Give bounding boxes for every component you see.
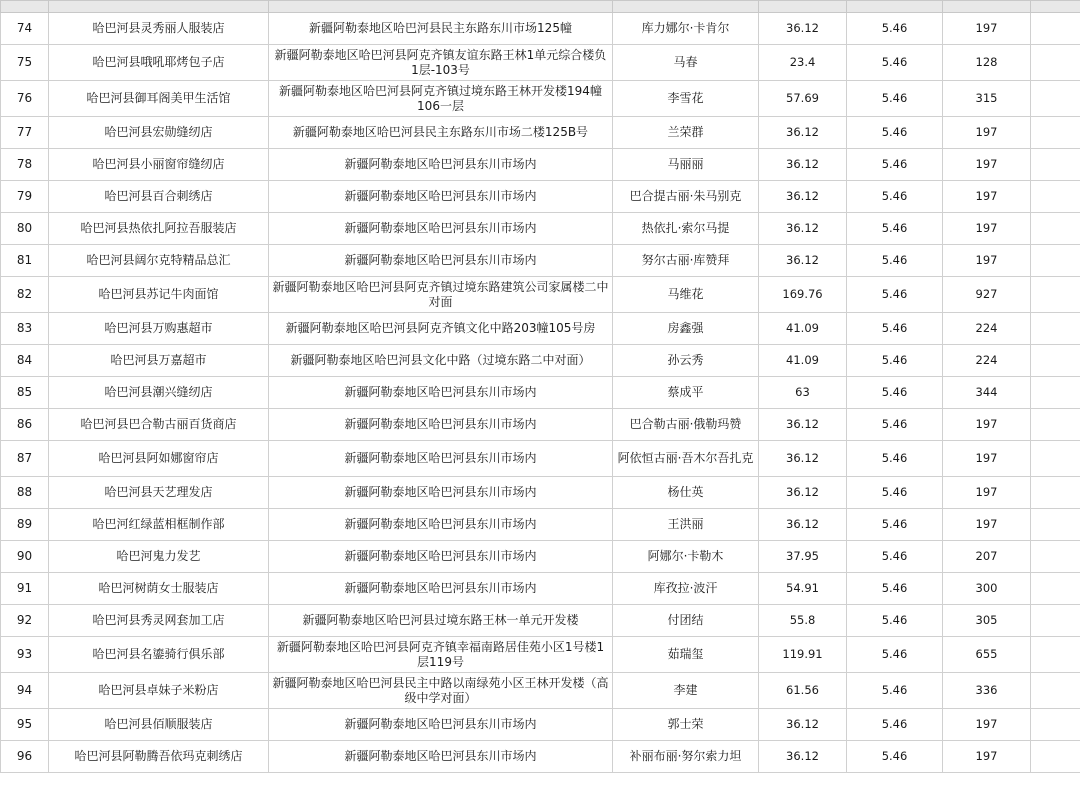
cell-empty[interactable] <box>1031 605 1080 637</box>
cell-rate[interactable]: 5.46 <box>847 377 943 409</box>
cell-area[interactable]: 41.09 <box>759 313 847 345</box>
cell-empty[interactable] <box>1031 181 1080 213</box>
cell-amount[interactable]: 336 <box>943 673 1031 709</box>
cell-address[interactable]: 新疆阿勒泰地区哈巴河县东川市场内 <box>269 709 613 741</box>
table-row <box>1 441 1080 477</box>
cell-address[interactable]: 新疆阿勒泰地区哈巴河县东川市场内 <box>269 181 613 213</box>
table-row <box>1 117 1080 149</box>
cell-person[interactable]: 热依扎·索尔马提 <box>613 213 759 245</box>
cell-person[interactable]: 马春 <box>613 45 759 81</box>
cell-store-name[interactable]: 哈巴河县御耳阁美甲生活馆 <box>49 81 269 117</box>
column-header-e[interactable] <box>759 1 847 13</box>
cell-area[interactable]: 36.12 <box>759 117 847 149</box>
cell-store-name[interactable]: 哈巴河县灵秀丽人服装店 <box>49 13 269 45</box>
cell-person[interactable]: 杨仕英 <box>613 477 759 509</box>
cell-index[interactable]: 80 <box>1 213 49 245</box>
column-header-d[interactable] <box>613 1 759 13</box>
column-header-row <box>1 1 1080 13</box>
cell-index[interactable]: 76 <box>1 81 49 117</box>
cell-address[interactable]: 新疆阿勒泰地区哈巴河县东川市场内 <box>269 573 613 605</box>
cell-store-name[interactable]: 哈巴河县万购惠超市 <box>49 313 269 345</box>
table-row <box>1 45 1080 81</box>
cell-amount[interactable]: 197 <box>943 181 1031 213</box>
cell-index[interactable]: 89 <box>1 509 49 541</box>
cell-amount[interactable]: 197 <box>943 149 1031 181</box>
cell-person[interactable]: 巴合提古丽·朱马别克 <box>613 181 759 213</box>
cell-amount[interactable]: 197 <box>943 709 1031 741</box>
table-row <box>1 509 1080 541</box>
cell-rate[interactable]: 5.46 <box>847 605 943 637</box>
cell-empty[interactable] <box>1031 441 1080 477</box>
cell-area[interactable]: 169.76 <box>759 277 847 313</box>
cell-area[interactable]: 36.12 <box>759 509 847 541</box>
cell-person[interactable]: 库力娜尔·卡肯尔 <box>613 13 759 45</box>
cell-area[interactable]: 61.56 <box>759 673 847 709</box>
cell-area[interactable]: 63 <box>759 377 847 409</box>
cell-store-name[interactable]: 哈巴河鬼力发艺 <box>49 541 269 573</box>
cell-address[interactable]: 新疆阿勒泰地区哈巴河县东川市场内 <box>269 541 613 573</box>
cell-person[interactable]: 蔡成平 <box>613 377 759 409</box>
cell-store-name[interactable]: 哈巴河县秀灵网套加工店 <box>49 605 269 637</box>
cell-empty[interactable] <box>1031 313 1080 345</box>
cell-index[interactable]: 79 <box>1 181 49 213</box>
cell-amount[interactable]: 315 <box>943 81 1031 117</box>
cell-index[interactable]: 78 <box>1 149 49 181</box>
table-row <box>1 313 1080 345</box>
cell-store-name[interactable]: 哈巴河县苏记牛肉面馆 <box>49 277 269 313</box>
cell-empty[interactable] <box>1031 477 1080 509</box>
cell-store-name[interactable]: 哈巴河县潮兴缝纫店 <box>49 377 269 409</box>
cell-person[interactable]: 茹瑞玺 <box>613 637 759 673</box>
cell-address[interactable]: 新疆阿勒泰地区哈巴河县民主东路东川市场125幢 <box>269 13 613 45</box>
cell-store-name[interactable]: 哈巴河县热依扎阿拉吾服装店 <box>49 213 269 245</box>
cell-area[interactable]: 119.91 <box>759 637 847 673</box>
cell-rate[interactable]: 5.46 <box>847 81 943 117</box>
cell-area[interactable]: 36.12 <box>759 477 847 509</box>
cell-empty[interactable] <box>1031 673 1080 709</box>
cell-area[interactable]: 36.12 <box>759 181 847 213</box>
cell-index[interactable]: 87 <box>1 441 49 477</box>
cell-empty[interactable] <box>1031 377 1080 409</box>
table-row <box>1 377 1080 409</box>
cell-store-name[interactable]: 哈巴河县宏勋缝纫店 <box>49 117 269 149</box>
cell-address[interactable]: 新疆阿勒泰地区哈巴河县东川市场内 <box>269 477 613 509</box>
cell-person[interactable]: 王洪丽 <box>613 509 759 541</box>
column-header-g[interactable] <box>943 1 1031 13</box>
table-row <box>1 605 1080 637</box>
cell-person[interactable]: 阿娜尔·卡勒木 <box>613 541 759 573</box>
cell-store-name[interactable]: 哈巴河红绿蓝相框制作部 <box>49 509 269 541</box>
cell-empty[interactable] <box>1031 277 1080 313</box>
cell-address[interactable]: 新疆阿勒泰地区哈巴河县文化中路（过境东路二中对面） <box>269 345 613 377</box>
cell-amount[interactable]: 927 <box>943 277 1031 313</box>
table-row <box>1 13 1080 45</box>
cell-store-name[interactable]: 哈巴河县天艺理发店 <box>49 477 269 509</box>
cell-address[interactable]: 新疆阿勒泰地区哈巴河县民主中路以南绿苑小区王林开发楼（高级中学对面） <box>269 673 613 709</box>
cell-index[interactable]: 86 <box>1 409 49 441</box>
table-row <box>1 277 1080 313</box>
cell-amount[interactable]: 197 <box>943 741 1031 773</box>
cell-address[interactable]: 新疆阿勒泰地区哈巴河县东川市场内 <box>269 213 613 245</box>
cell-person[interactable]: 李雪花 <box>613 81 759 117</box>
cell-store-name[interactable]: 哈巴河县巴合勒古丽百货商店 <box>49 409 269 441</box>
column-header-f[interactable] <box>847 1 943 13</box>
cell-person[interactable]: 付团结 <box>613 605 759 637</box>
cell-empty[interactable] <box>1031 117 1080 149</box>
table-row <box>1 741 1080 773</box>
cell-rate[interactable]: 5.46 <box>847 45 943 81</box>
cell-rate[interactable]: 5.46 <box>847 541 943 573</box>
cell-address[interactable]: 新疆阿勒泰地区哈巴河县东川市场内 <box>269 741 613 773</box>
cell-amount[interactable]: 197 <box>943 117 1031 149</box>
cell-index[interactable]: 96 <box>1 741 49 773</box>
cell-area[interactable]: 41.09 <box>759 345 847 377</box>
cell-store-name[interactable]: 哈巴河县阿如娜窗帘店 <box>49 441 269 477</box>
cell-address[interactable]: 新疆阿勒泰地区哈巴河县阿克齐镇过境东路王林开发楼194幢106一层 <box>269 81 613 117</box>
cell-rate[interactable]: 5.46 <box>847 181 943 213</box>
cell-address[interactable]: 新疆阿勒泰地区哈巴河县东川市场内 <box>269 441 613 477</box>
cell-area[interactable]: 36.12 <box>759 409 847 441</box>
table-row <box>1 181 1080 213</box>
cell-person[interactable]: 马维花 <box>613 277 759 313</box>
cell-amount[interactable]: 197 <box>943 245 1031 277</box>
cell-rate[interactable]: 5.46 <box>847 117 943 149</box>
cell-index[interactable]: 95 <box>1 709 49 741</box>
cell-address[interactable]: 新疆阿勒泰地区哈巴河县阿克齐镇幸福南路居佳苑小区1号楼1层119号 <box>269 637 613 673</box>
cell-area[interactable]: 57.69 <box>759 81 847 117</box>
table-row <box>1 149 1080 181</box>
table-body <box>1 1 1080 773</box>
cell-index[interactable]: 91 <box>1 573 49 605</box>
cell-rate[interactable]: 5.46 <box>847 13 943 45</box>
cell-person[interactable]: 补丽布丽·努尔索力坦 <box>613 741 759 773</box>
cell-rate[interactable]: 5.46 <box>847 509 943 541</box>
cell-area[interactable]: 55.8 <box>759 605 847 637</box>
cell-index[interactable]: 85 <box>1 377 49 409</box>
cell-store-name[interactable]: 哈巴河县百合刺绣店 <box>49 181 269 213</box>
cell-index[interactable]: 74 <box>1 13 49 45</box>
cell-rate[interactable]: 5.46 <box>847 409 943 441</box>
cell-rate[interactable]: 5.46 <box>847 477 943 509</box>
table-row <box>1 81 1080 117</box>
cell-index[interactable]: 77 <box>1 117 49 149</box>
cell-amount[interactable]: 344 <box>943 377 1031 409</box>
cell-area[interactable]: 54.91 <box>759 573 847 605</box>
table-row <box>1 637 1080 673</box>
table-row <box>1 477 1080 509</box>
cell-empty[interactable] <box>1031 45 1080 81</box>
table-row <box>1 709 1080 741</box>
cell-area[interactable]: 36.12 <box>759 13 847 45</box>
table-row <box>1 213 1080 245</box>
table-row <box>1 245 1080 277</box>
cell-empty[interactable] <box>1031 741 1080 773</box>
cell-address[interactable]: 新疆阿勒泰地区哈巴河县东川市场内 <box>269 149 613 181</box>
cell-index[interactable]: 93 <box>1 637 49 673</box>
cell-empty[interactable] <box>1031 13 1080 45</box>
table-row <box>1 673 1080 709</box>
cell-area[interactable]: 36.12 <box>759 441 847 477</box>
cell-rate[interactable]: 5.46 <box>847 637 943 673</box>
cell-area[interactable]: 36.12 <box>759 213 847 245</box>
cell-empty[interactable] <box>1031 709 1080 741</box>
cell-person[interactable]: 孙云秀 <box>613 345 759 377</box>
cell-person[interactable]: 库孜拉·波汗 <box>613 573 759 605</box>
cell-rate[interactable]: 5.46 <box>847 441 943 477</box>
cell-empty[interactable] <box>1031 149 1080 181</box>
cell-empty[interactable] <box>1031 245 1080 277</box>
cell-area[interactable]: 36.12 <box>759 149 847 181</box>
cell-empty[interactable] <box>1031 81 1080 117</box>
cell-rate[interactable]: 5.46 <box>847 741 943 773</box>
cell-rate[interactable]: 5.46 <box>847 673 943 709</box>
cell-amount[interactable]: 300 <box>943 573 1031 605</box>
cell-index[interactable]: 94 <box>1 673 49 709</box>
cell-index[interactable]: 83 <box>1 313 49 345</box>
cell-address[interactable]: 新疆阿勒泰地区哈巴河县阿克齐镇文化中路203幢105号房 <box>269 313 613 345</box>
table-row <box>1 541 1080 573</box>
cell-address[interactable]: 新疆阿勒泰地区哈巴河县东川市场内 <box>269 377 613 409</box>
cell-store-name[interactable]: 哈巴河树荫女士服装店 <box>49 573 269 605</box>
cell-empty[interactable] <box>1031 637 1080 673</box>
cell-store-name[interactable]: 哈巴河县名鎏骑行俱乐部 <box>49 637 269 673</box>
cell-store-name[interactable]: 哈巴河县阿勒腾吾依玛克刺绣店 <box>49 741 269 773</box>
cell-address[interactable]: 新疆阿勒泰地区哈巴河县民主东路东川市场二楼125B号 <box>269 117 613 149</box>
cell-amount[interactable]: 197 <box>943 409 1031 441</box>
cell-rate[interactable]: 5.46 <box>847 345 943 377</box>
cell-address[interactable]: 新疆阿勒泰地区哈巴河县东川市场内 <box>269 509 613 541</box>
cell-rate[interactable]: 5.46 <box>847 213 943 245</box>
cell-address[interactable]: 新疆阿勒泰地区哈巴河县东川市场内 <box>269 409 613 441</box>
cell-empty[interactable] <box>1031 541 1080 573</box>
cell-amount[interactable]: 197 <box>943 441 1031 477</box>
cell-address[interactable]: 新疆阿勒泰地区哈巴河县阿克齐镇过境东路建筑公司家属楼二中对面 <box>269 277 613 313</box>
cell-index[interactable]: 82 <box>1 277 49 313</box>
cell-store-name[interactable]: 哈巴河县卓妹子米粉店 <box>49 673 269 709</box>
table-row <box>1 409 1080 441</box>
cell-amount[interactable]: 305 <box>943 605 1031 637</box>
cell-area[interactable]: 36.12 <box>759 741 847 773</box>
cell-address[interactable]: 新疆阿勒泰地区哈巴河县过境东路王林一单元开发楼 <box>269 605 613 637</box>
cell-person[interactable]: 阿依恒古丽·吾木尔吾扎克 <box>613 441 759 477</box>
cell-amount[interactable]: 224 <box>943 313 1031 345</box>
cell-person[interactable]: 郭士荣 <box>613 709 759 741</box>
column-header-h[interactable] <box>1031 1 1080 13</box>
cell-amount[interactable]: 128 <box>943 45 1031 81</box>
cell-rate[interactable]: 5.46 <box>847 149 943 181</box>
cell-person[interactable]: 巴合勒古丽·俄勒玛赞 <box>613 409 759 441</box>
cell-rate[interactable]: 5.46 <box>847 277 943 313</box>
cell-area[interactable]: 36.12 <box>759 709 847 741</box>
cell-area[interactable]: 36.12 <box>759 245 847 277</box>
cell-area[interactable]: 37.95 <box>759 541 847 573</box>
cell-empty[interactable] <box>1031 509 1080 541</box>
cell-rate[interactable]: 5.46 <box>847 313 943 345</box>
column-header-c[interactable] <box>269 1 613 13</box>
cell-address[interactable]: 新疆阿勒泰地区哈巴河县阿克齐镇友谊东路王林1单元综合楼负1层-103号 <box>269 45 613 81</box>
cell-amount[interactable]: 197 <box>943 213 1031 245</box>
cell-rate[interactable]: 5.46 <box>847 245 943 277</box>
column-header-b[interactable] <box>49 1 269 13</box>
cell-store-name[interactable]: 哈巴河县阔尔克特精品总汇 <box>49 245 269 277</box>
table-row <box>1 345 1080 377</box>
cell-empty[interactable] <box>1031 213 1080 245</box>
cell-rate[interactable]: 5.46 <box>847 573 943 605</box>
cell-person[interactable]: 李建 <box>613 673 759 709</box>
table-row <box>1 573 1080 605</box>
cell-amount[interactable]: 224 <box>943 345 1031 377</box>
cell-store-name[interactable]: 哈巴河县万嘉超市 <box>49 345 269 377</box>
cell-amount[interactable]: 197 <box>943 509 1031 541</box>
cell-amount[interactable]: 207 <box>943 541 1031 573</box>
cell-index[interactable]: 84 <box>1 345 49 377</box>
cell-person[interactable]: 努尔古丽·库赞拜 <box>613 245 759 277</box>
cell-amount[interactable]: 197 <box>943 13 1031 45</box>
cell-index[interactable]: 81 <box>1 245 49 277</box>
cell-amount[interactable]: 197 <box>943 477 1031 509</box>
cell-empty[interactable] <box>1031 409 1080 441</box>
cell-empty[interactable] <box>1031 573 1080 605</box>
cell-index[interactable]: 88 <box>1 477 49 509</box>
cell-area[interactable]: 23.4 <box>759 45 847 81</box>
cell-index[interactable]: 90 <box>1 541 49 573</box>
cell-empty[interactable] <box>1031 345 1080 377</box>
cell-person[interactable]: 房鑫强 <box>613 313 759 345</box>
cell-index[interactable]: 75 <box>1 45 49 81</box>
cell-person[interactable]: 兰荣群 <box>613 117 759 149</box>
cell-person[interactable]: 马丽丽 <box>613 149 759 181</box>
cell-index[interactable]: 92 <box>1 605 49 637</box>
cell-store-name[interactable]: 哈巴河县小丽窗帘缝纫店 <box>49 149 269 181</box>
column-header-a[interactable] <box>1 1 49 13</box>
cell-rate[interactable]: 5.46 <box>847 709 943 741</box>
cell-store-name[interactable]: 哈巴河县哦吼耶烤包子店 <box>49 45 269 81</box>
cell-address[interactable]: 新疆阿勒泰地区哈巴河县东川市场内 <box>269 245 613 277</box>
cell-amount[interactable]: 655 <box>943 637 1031 673</box>
cell-store-name[interactable]: 哈巴河县佰顺服装店 <box>49 709 269 741</box>
